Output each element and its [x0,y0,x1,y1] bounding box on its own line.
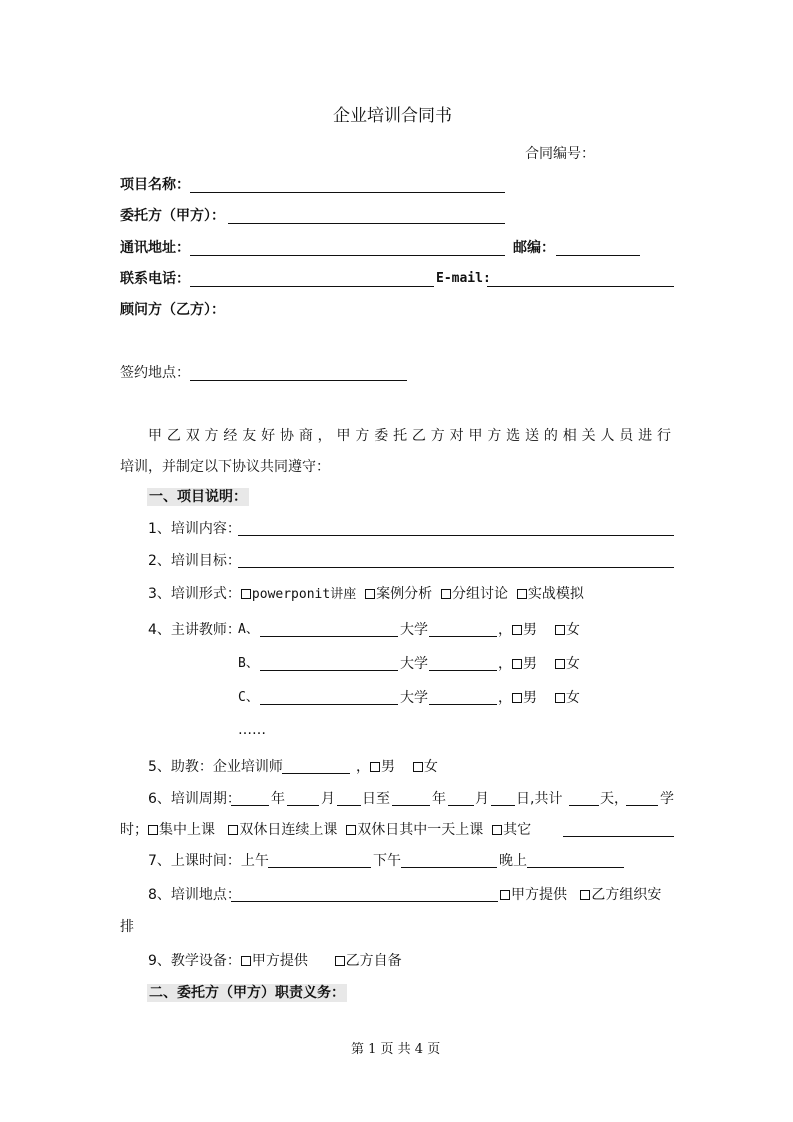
month-label: 月 [475,791,489,807]
phone-line[interactable] [190,286,434,287]
consultant-label: 顾问方（乙方）： [120,302,225,318]
teacher-b-gender [498,655,580,673]
teacher-label: 4、主讲教师： [148,622,241,638]
checkbox[interactable] [512,659,522,669]
training-place-options [500,886,661,904]
checkbox[interactable] [228,825,238,835]
equipment-party-a-label: 甲方提供 [251,953,308,969]
checkbox[interactable] [580,890,590,900]
teacher-a-gender [498,621,580,639]
email-label: E-mail: [436,271,491,286]
form-option-spacer [356,586,365,602]
checkbox[interactable] [555,659,565,669]
period-option-weekend-one-day: 双休日其中一天上课 [357,822,484,838]
university-label: 大学 [400,622,428,638]
teacher-a-university-line[interactable] [429,636,497,637]
period-other-line[interactable] [563,836,674,837]
teacher-row-b-prefix: B、 [238,656,259,671]
equipment-party-b-label: 乙方自备 [345,953,402,969]
email-line[interactable] [487,286,674,287]
postcode-label: 邮编： [513,240,555,256]
form-option-case: 案例分析 [376,586,433,602]
checkbox[interactable] [500,890,510,900]
teacher-a-name-line[interactable] [260,636,398,637]
year-label: 年 [271,791,285,807]
female-label: 女 [423,759,438,775]
form-option-spacer [508,586,517,602]
teacher-ellipsis: …… [238,722,266,738]
day-to-label: 日至 [362,791,390,807]
period-option-spacer [483,822,492,838]
comma: ， [498,690,512,706]
training-goal-line[interactable] [238,567,674,568]
address-label: 通讯地址： [120,240,190,256]
period-option-concentrated: 集中上课 [159,822,215,838]
equipment-label: 9、教学设备： [148,953,241,969]
female-label: 女 [565,656,580,672]
training-goal-label: 2、培训目标： [148,553,241,569]
gender-spacer [537,690,555,706]
period-end-day-line[interactable] [491,805,515,806]
party-b-arrange-label: 乙方组织安 [591,887,662,903]
document-title: 企业培训合同书 [333,106,452,126]
training-place-continued: 排 [120,919,134,935]
place-option-spacer [567,887,580,903]
postcode-line[interactable] [556,255,640,256]
period-option-spacer [337,822,346,838]
female-label: 女 [565,690,580,706]
project-name-line[interactable] [190,192,505,193]
male-label: 男 [523,690,537,706]
intro-paragraph-line2: 培训，并制定以下协议共同遵守： [120,459,330,475]
client-line[interactable] [228,223,505,224]
teacher-b-university-line[interactable] [429,670,497,671]
study-label: 学 [660,791,674,807]
period-label: 6、培训周期： [148,791,241,807]
period-option-weekend: 双休日连续上课 [239,822,338,838]
checkbox[interactable] [441,589,451,599]
comma: ， [498,656,512,672]
male-label: 男 [523,656,537,672]
gender-spacer [537,656,555,672]
checkbox[interactable] [512,693,522,703]
checkbox[interactable] [517,589,527,599]
afternoon-line[interactable] [401,867,497,868]
day-total-label: 日,共计 [516,791,563,807]
evening-line[interactable] [527,867,624,868]
intro-paragraph-line1: 甲乙双方经友好协商，甲方委托乙方对甲方选送的相关人员进行 [148,428,674,444]
checkbox[interactable] [241,589,251,599]
form-option-spacer [432,586,441,602]
form-option-simulation: 实战模拟 [527,586,584,602]
checkbox[interactable] [335,956,345,966]
evening-label: 晚上 [499,853,527,869]
period-option-spacer [215,822,228,838]
address-line[interactable] [190,255,505,256]
checkbox[interactable] [413,762,423,772]
morning-line[interactable] [268,867,371,868]
female-label: 女 [565,622,580,638]
sign-place-label: 签约地点： [120,365,190,381]
university-label: 大学 [400,656,428,672]
assistant-line[interactable] [282,773,350,774]
checkbox[interactable] [241,956,251,966]
period-options-row [120,821,531,839]
checkbox[interactable] [555,693,565,703]
checkbox[interactable] [148,825,158,835]
teacher-c-name-line[interactable] [260,704,398,705]
period-days-line[interactable] [569,805,599,806]
period-end-month-line[interactable] [448,805,474,806]
checkbox[interactable] [555,625,565,635]
form-option-lecture: powerponit讲座 [251,587,357,602]
male-label: 男 [381,759,395,775]
equipment-row [148,952,402,970]
party-a-provide-label: 甲方提供 [511,887,567,903]
period-start-day-line[interactable] [337,805,361,806]
male-label: 男 [523,622,537,638]
teacher-c-university-line[interactable] [429,704,497,705]
teacher-row-a-prefix: A、 [238,622,259,637]
assistant-gender [356,758,438,776]
training-form-row [148,585,584,604]
training-place-label: 8、培训地点： [148,887,241,903]
teacher-b-name-line[interactable] [260,670,398,671]
university-label: 大学 [400,690,428,706]
hours-label: 时； [120,822,148,838]
checkbox[interactable] [346,825,356,835]
training-content-label: 1、培训内容： [148,521,241,537]
equipment-option-spacer [308,953,335,969]
client-label: 委托方（甲方）： [120,208,225,224]
teacher-c-gender [498,689,580,707]
comma: ， [356,759,370,775]
teacher-row-c-prefix: C、 [238,690,259,705]
month-label: 月 [321,791,335,807]
checkbox[interactable] [370,762,380,772]
training-place-line[interactable] [231,901,498,902]
assistant-label: 5、助教：企业培训师 [148,759,283,775]
page-footer: 第 1 页 共 4 页 [351,1042,441,1057]
period-start-year-line[interactable] [231,805,269,806]
project-name-label: 项目名称： [120,177,190,193]
checkbox[interactable] [492,825,502,835]
training-form-label: 3、培训形式： [148,586,241,602]
section-heading-2: 二、委托方（甲方）职责义务： [149,985,345,1001]
training-content-line[interactable] [238,535,674,536]
checkbox[interactable] [512,625,522,635]
period-start-month-line[interactable] [287,805,319,806]
sign-place-line[interactable] [190,380,407,381]
gender-spacer [395,759,413,775]
phone-label: 联系电话： [120,271,190,287]
gender-spacer [537,622,555,638]
form-option-group: 分组讨论 [452,586,509,602]
comma: ， [498,622,512,638]
year-label: 年 [432,791,446,807]
period-hours-line[interactable] [626,805,658,806]
checkbox[interactable] [365,589,375,599]
period-end-year-line[interactable] [392,805,430,806]
contract-number-label: 合同编号： [525,146,595,162]
period-option-other: 其它 [503,822,532,838]
section-heading-1: 一、项目说明： [149,489,247,505]
days-label: 天， [600,791,628,807]
class-time-label: 7、上课时间：上午 [148,853,269,869]
afternoon-label: 下午 [373,853,401,869]
